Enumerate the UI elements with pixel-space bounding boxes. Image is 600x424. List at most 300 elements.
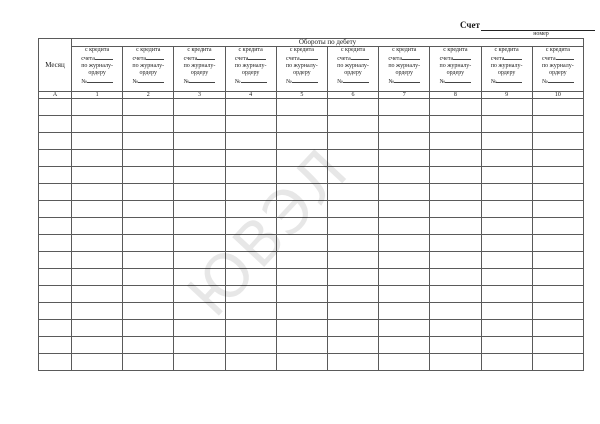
turnover-cell[interactable]	[276, 167, 327, 184]
column-header-line: ордеру	[446, 70, 465, 76]
turnover-cell[interactable]	[72, 252, 123, 269]
month-cell[interactable]	[39, 337, 72, 354]
column-header-line: по журналу-	[183, 63, 216, 69]
turnover-cell[interactable]	[481, 286, 532, 303]
fill-in-line	[95, 54, 113, 60]
column-header-line: ордеру	[190, 70, 209, 76]
column-header-line: с кредита	[340, 47, 366, 53]
turnover-cell[interactable]	[532, 320, 583, 337]
turnover-cell[interactable]	[276, 269, 327, 286]
column-header-line: по журналу-	[388, 63, 421, 69]
turnover-cell[interactable]	[327, 184, 378, 201]
turnover-cell[interactable]	[276, 133, 327, 150]
turnover-cell[interactable]	[174, 354, 225, 371]
turnover-cell[interactable]	[430, 269, 481, 286]
column-header-text: счета	[388, 56, 403, 62]
turnover-cell[interactable]	[72, 303, 123, 320]
turnover-cell[interactable]	[532, 133, 583, 150]
column-header-line: по журналу-	[337, 63, 369, 69]
fill-in-line	[453, 54, 471, 60]
turnover-cell[interactable]	[174, 116, 225, 133]
table-row	[39, 218, 584, 235]
column-header-line: ордеру	[88, 70, 106, 76]
column-header-line: по журналу-	[439, 63, 472, 69]
credit-account-column-header	[481, 47, 532, 92]
table-row	[39, 133, 584, 150]
month-cell[interactable]	[39, 354, 72, 371]
column-header-text: №	[439, 79, 446, 85]
column-header-line: ордеру	[139, 70, 158, 76]
turnover-cell[interactable]	[430, 184, 481, 201]
turnover-cell[interactable]	[481, 218, 532, 235]
turnover-cell[interactable]	[532, 184, 583, 201]
month-cell[interactable]	[39, 184, 72, 201]
column-number: 6	[327, 92, 378, 99]
fill-in-line	[556, 54, 574, 60]
turnover-cell[interactable]	[174, 150, 225, 167]
turnover-cell[interactable]	[123, 354, 174, 371]
turnover-cell[interactable]	[225, 252, 276, 269]
turnover-cell[interactable]	[174, 337, 225, 354]
turnover-cell[interactable]	[532, 150, 583, 167]
month-cell[interactable]	[39, 320, 72, 337]
month-column-header: Месяц	[39, 39, 72, 92]
turnover-cell[interactable]	[276, 320, 327, 337]
column-header-line: с кредита	[238, 47, 263, 53]
turnover-cell[interactable]	[225, 235, 276, 252]
column-header-text: счета	[132, 56, 147, 62]
turnover-cell[interactable]	[123, 218, 174, 235]
column-header-text: счета	[337, 56, 351, 62]
turnover-cell[interactable]	[327, 116, 378, 133]
turnover-cell[interactable]	[327, 201, 378, 218]
column-header-line: по журналу-	[490, 63, 523, 69]
turnover-cell[interactable]	[72, 150, 123, 167]
table-row	[39, 184, 584, 201]
turnover-cell[interactable]	[532, 303, 583, 320]
column-header-text: счета	[542, 56, 556, 62]
table-row	[39, 116, 584, 133]
turnover-cell[interactable]	[379, 252, 430, 269]
turnover-cell[interactable]	[276, 354, 327, 371]
turnover-cell[interactable]	[276, 303, 327, 320]
credit-account-column-header	[276, 47, 327, 92]
month-cell[interactable]	[39, 252, 72, 269]
turnover-cell[interactable]	[72, 354, 123, 371]
table-row	[39, 252, 584, 269]
column-header-line	[533, 54, 583, 63]
column-header-line	[277, 77, 327, 86]
turnover-cell[interactable]	[430, 116, 481, 133]
turnover-cell[interactable]	[327, 99, 378, 116]
turnover-cell[interactable]	[276, 116, 327, 133]
turnover-cell[interactable]	[225, 320, 276, 337]
turnover-cell[interactable]	[174, 99, 225, 116]
turnover-cell[interactable]	[430, 201, 481, 218]
turnover-cell[interactable]	[327, 133, 378, 150]
turnover-cell[interactable]	[430, 286, 481, 303]
turnover-cell[interactable]	[174, 218, 225, 235]
month-cell[interactable]	[39, 133, 72, 150]
turnover-cell[interactable]	[327, 354, 378, 371]
turnover-cell[interactable]	[174, 235, 225, 252]
column-header-line	[277, 54, 327, 63]
column-number: 1	[72, 92, 123, 99]
table-row	[39, 320, 584, 337]
turnover-cell[interactable]	[532, 286, 583, 303]
turnover-cell[interactable]	[123, 235, 174, 252]
column-header-line: с кредита	[187, 47, 212, 53]
column-header-line	[174, 77, 224, 86]
column-header-line: по журналу-	[81, 63, 113, 69]
fill-in-line	[300, 54, 318, 60]
turnover-cell[interactable]	[276, 218, 327, 235]
column-header-line: ордеру	[344, 70, 362, 76]
column-number: 7	[379, 92, 430, 99]
column-header-line	[379, 54, 429, 63]
column-header-line	[226, 77, 276, 86]
turnover-cell[interactable]	[481, 337, 532, 354]
turnover-cell[interactable]	[532, 99, 583, 116]
column-header-text: №	[234, 79, 241, 85]
turnover-cell[interactable]	[327, 303, 378, 320]
turnover-cell[interactable]	[174, 252, 225, 269]
column-header-line	[174, 54, 224, 63]
turnover-cell[interactable]	[327, 218, 378, 235]
turnover-cell[interactable]	[72, 99, 123, 116]
turnover-cell[interactable]	[379, 150, 430, 167]
month-cell[interactable]	[39, 201, 72, 218]
column-header-text: №	[337, 79, 343, 85]
column-header-text: №	[388, 79, 395, 85]
column-header-line: ордеру	[293, 70, 311, 76]
turnover-cell[interactable]	[430, 150, 481, 167]
column-header-line: с кредита	[84, 47, 110, 53]
turnover-cell[interactable]	[430, 133, 481, 150]
turnover-cell[interactable]	[327, 269, 378, 286]
account-number-caption: номер	[533, 31, 549, 37]
fill-in-line	[351, 54, 369, 60]
column-header-text: №	[285, 79, 292, 85]
turnover-cell[interactable]	[276, 337, 327, 354]
turnover-cell[interactable]	[379, 116, 430, 133]
turnover-cell[interactable]	[430, 354, 481, 371]
turnover-cell[interactable]	[72, 116, 123, 133]
turnover-cell[interactable]	[532, 167, 583, 184]
column-header-text: №	[541, 79, 548, 85]
watermark: ЮВЭЛ	[174, 135, 363, 331]
column-header-line	[482, 77, 532, 86]
turnover-cell[interactable]	[379, 337, 430, 354]
fill-in-line	[402, 54, 420, 60]
column-header-line: с кредита	[392, 47, 417, 53]
column-header-line	[328, 77, 378, 86]
ledger-table	[38, 38, 584, 371]
turnover-cell[interactable]	[174, 133, 225, 150]
debit-turnover-header: Обороты по дебету	[72, 39, 584, 47]
fill-in-line	[87, 77, 113, 83]
column-header-line	[226, 54, 276, 63]
column-header-line: с кредита	[443, 47, 468, 53]
turnover-cell[interactable]	[532, 218, 583, 235]
turnover-cell[interactable]	[174, 320, 225, 337]
turnover-cell[interactable]	[123, 252, 174, 269]
turnover-cell[interactable]	[481, 235, 532, 252]
turnover-cell[interactable]	[430, 252, 481, 269]
column-header-text: счета	[439, 56, 454, 62]
table-row	[39, 99, 584, 116]
turnover-cell[interactable]	[72, 201, 123, 218]
turnover-cell[interactable]	[379, 269, 430, 286]
turnover-cell[interactable]	[481, 133, 532, 150]
column-header-line	[430, 54, 480, 63]
column-header-text: счета	[490, 56, 505, 62]
turnover-cell[interactable]	[532, 354, 583, 371]
fill-in-line	[292, 77, 318, 83]
month-cell[interactable]	[39, 286, 72, 303]
account-label: Счет	[460, 20, 480, 30]
turnover-cell[interactable]	[123, 133, 174, 150]
turnover-cell[interactable]	[123, 167, 174, 184]
turnover-cell[interactable]	[225, 286, 276, 303]
turnover-cell[interactable]	[225, 150, 276, 167]
column-number: 8	[430, 92, 481, 99]
turnover-cell[interactable]	[379, 286, 430, 303]
column-header-text: №	[490, 79, 497, 85]
credit-account-column-header	[430, 47, 481, 92]
credit-account-column-header	[72, 47, 123, 92]
turnover-cell[interactable]	[481, 320, 532, 337]
fill-in-line	[146, 54, 164, 60]
turnover-cell[interactable]	[481, 116, 532, 133]
fill-in-line	[445, 77, 471, 83]
turnover-cell[interactable]	[379, 218, 430, 235]
column-header-line	[123, 77, 173, 86]
turnover-cell[interactable]	[72, 167, 123, 184]
turnover-cell[interactable]	[123, 320, 174, 337]
month-cell[interactable]	[39, 235, 72, 252]
turnover-cell[interactable]	[123, 150, 174, 167]
turnover-cell[interactable]	[225, 218, 276, 235]
table-row	[39, 201, 584, 218]
column-header-line: по журналу-	[234, 63, 267, 69]
column-header-line: с кредита	[545, 47, 570, 53]
credit-account-column-header	[379, 47, 430, 92]
turnover-cell[interactable]	[225, 201, 276, 218]
month-cell[interactable]	[39, 303, 72, 320]
fill-in-line	[248, 54, 266, 60]
turnover-cell[interactable]	[72, 269, 123, 286]
turnover-cell[interactable]	[123, 337, 174, 354]
column-header-line	[533, 77, 583, 86]
turnover-cell[interactable]	[276, 201, 327, 218]
table-row	[39, 354, 584, 371]
turnover-cell[interactable]	[123, 286, 174, 303]
turnover-cell[interactable]	[481, 354, 532, 371]
turnover-cell[interactable]	[72, 320, 123, 337]
turnover-cell[interactable]	[327, 286, 378, 303]
column-header-line: с кредита	[494, 47, 519, 53]
table-row	[39, 286, 584, 303]
credit-account-column-header	[174, 47, 225, 92]
column-header-line	[72, 54, 122, 63]
table-row	[39, 150, 584, 167]
column-header-line	[430, 77, 480, 86]
turnover-cell[interactable]	[174, 201, 225, 218]
turnover-cell[interactable]	[123, 184, 174, 201]
column-header-line	[379, 77, 429, 86]
turnover-cell[interactable]	[174, 269, 225, 286]
fill-in-line	[241, 77, 267, 83]
turnover-cell[interactable]	[481, 184, 532, 201]
turnover-cell[interactable]	[276, 252, 327, 269]
turnover-cell[interactable]	[430, 235, 481, 252]
turnover-cell[interactable]	[532, 235, 583, 252]
turnover-cell[interactable]	[532, 269, 583, 286]
turnover-cell[interactable]	[532, 116, 583, 133]
turnover-cell[interactable]	[327, 235, 378, 252]
turnover-cell[interactable]	[481, 252, 532, 269]
turnover-cell[interactable]	[72, 218, 123, 235]
turnover-cell[interactable]	[481, 269, 532, 286]
turnover-cell[interactable]	[379, 201, 430, 218]
column-number: 10	[532, 92, 583, 99]
turnover-cell[interactable]	[379, 167, 430, 184]
credit-account-column-header	[225, 47, 276, 92]
turnover-cell[interactable]	[327, 167, 378, 184]
column-number: 9	[481, 92, 532, 99]
turnover-cell[interactable]	[430, 167, 481, 184]
fill-in-line	[197, 54, 215, 60]
turnover-cell[interactable]	[225, 184, 276, 201]
turnover-cell[interactable]	[327, 320, 378, 337]
fill-in-line	[189, 77, 215, 83]
month-cell[interactable]	[39, 99, 72, 116]
column-header-line: ордеру	[395, 70, 413, 76]
fill-in-line	[504, 54, 522, 60]
turnover-cell[interactable]	[276, 235, 327, 252]
turnover-cell[interactable]	[430, 218, 481, 235]
turnover-cell[interactable]	[430, 337, 481, 354]
turnover-cell[interactable]	[123, 99, 174, 116]
fill-in-line	[343, 77, 369, 83]
table-row	[39, 269, 584, 286]
column-header-line	[482, 54, 532, 63]
turnover-cell[interactable]	[225, 116, 276, 133]
turnover-cell[interactable]	[481, 201, 532, 218]
turnover-cell[interactable]	[276, 286, 327, 303]
column-header-line	[123, 54, 173, 63]
turnover-cell[interactable]	[225, 167, 276, 184]
turnover-cell[interactable]	[532, 337, 583, 354]
table-row	[39, 337, 584, 354]
column-header-text: счета	[234, 56, 249, 62]
turnover-cell[interactable]	[123, 201, 174, 218]
column-header-line: с кредита	[289, 47, 314, 53]
turnover-cell[interactable]	[379, 320, 430, 337]
column-header-line: ордеру	[497, 70, 516, 76]
turnover-cell[interactable]	[123, 269, 174, 286]
column-header-line	[328, 54, 378, 63]
credit-account-column-header	[532, 47, 583, 92]
credit-account-column-header	[123, 47, 174, 92]
turnover-cell[interactable]	[72, 337, 123, 354]
turnover-cell[interactable]	[430, 303, 481, 320]
turnover-cell[interactable]	[276, 150, 327, 167]
turnover-cell[interactable]	[225, 99, 276, 116]
column-header-line: по журналу-	[541, 63, 574, 69]
turnover-cell[interactable]	[379, 133, 430, 150]
column-number: А	[39, 92, 72, 99]
turnover-cell[interactable]	[481, 99, 532, 116]
turnover-cell[interactable]	[327, 150, 378, 167]
turnover-cell[interactable]	[123, 116, 174, 133]
month-cell[interactable]	[39, 269, 72, 286]
turnover-cell[interactable]	[225, 133, 276, 150]
turnover-cell[interactable]	[481, 150, 532, 167]
turnover-cell[interactable]	[379, 303, 430, 320]
table-row	[39, 167, 584, 184]
turnover-cell[interactable]	[481, 167, 532, 184]
turnover-cell[interactable]	[379, 354, 430, 371]
turnover-cell[interactable]	[532, 201, 583, 218]
fill-in-line	[394, 77, 420, 83]
turnover-cell[interactable]	[327, 252, 378, 269]
column-header-text: №	[132, 79, 139, 85]
turnover-cell[interactable]	[430, 99, 481, 116]
turnover-cell[interactable]	[532, 252, 583, 269]
turnover-cell[interactable]	[379, 99, 430, 116]
turnover-cell[interactable]	[225, 337, 276, 354]
turnover-cell[interactable]	[174, 303, 225, 320]
credit-account-column-header	[327, 47, 378, 92]
column-number: 4	[225, 92, 276, 99]
column-header-text: счета	[81, 56, 95, 62]
month-cell[interactable]	[39, 167, 72, 184]
turnover-cell[interactable]	[225, 269, 276, 286]
column-number: 5	[276, 92, 327, 99]
turnover-cell[interactable]	[481, 303, 532, 320]
turnover-cell[interactable]	[276, 184, 327, 201]
turnover-cell[interactable]	[174, 184, 225, 201]
turnover-cell[interactable]	[123, 303, 174, 320]
month-cell[interactable]	[39, 116, 72, 133]
turnover-cell[interactable]	[225, 303, 276, 320]
month-cell[interactable]	[39, 218, 72, 235]
turnover-cell[interactable]	[327, 337, 378, 354]
column-header-text: счета	[286, 56, 300, 62]
turnover-cell[interactable]	[72, 184, 123, 201]
turnover-cell[interactable]	[72, 286, 123, 303]
table-row	[39, 235, 584, 252]
column-header-text: №	[183, 79, 190, 85]
turnover-cell[interactable]	[379, 235, 430, 252]
turnover-cell[interactable]	[72, 133, 123, 150]
column-number: 2	[123, 92, 174, 99]
turnover-cell[interactable]	[225, 354, 276, 371]
column-header-line: с кредита	[136, 47, 161, 53]
turnover-cell[interactable]	[174, 286, 225, 303]
turnover-cell[interactable]	[72, 235, 123, 252]
column-header-text: №	[81, 79, 87, 85]
column-header-line: ордеру	[549, 70, 567, 76]
turnover-cell[interactable]	[276, 99, 327, 116]
month-cell[interactable]	[39, 150, 72, 167]
column-header-text: счета	[183, 56, 198, 62]
turnover-cell[interactable]	[174, 167, 225, 184]
turnover-cell[interactable]	[379, 184, 430, 201]
turnover-cell[interactable]	[430, 320, 481, 337]
